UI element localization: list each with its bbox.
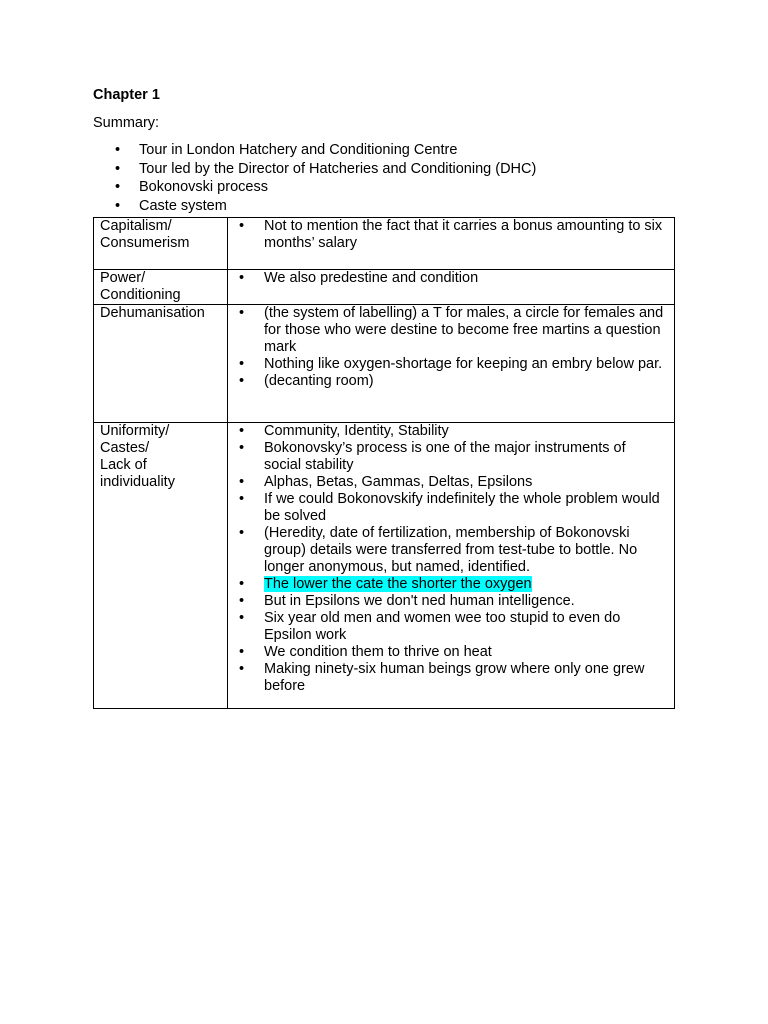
themes-table	[93, 217, 675, 709]
table-row	[94, 305, 675, 423]
quote-item: • Alphas, Betas, Gammas, Deltas, Epsilons	[228, 474, 664, 491]
quote-list	[228, 423, 664, 695]
theme-label: Capitalism/ Consumerism	[100, 218, 190, 251]
document-page	[93, 87, 675, 709]
quote-item: • We condition them to thrive on heat	[228, 644, 664, 661]
quote-item: • Making ninety-six human beings grow where only one grew before	[228, 661, 664, 695]
quote-item: • Six year old men and women wee too stupid to even do Epsilon work	[228, 610, 664, 644]
quote-list	[228, 305, 664, 390]
quote-item: • (decanting room)	[228, 373, 664, 390]
theme-label: Dehumanisation	[100, 305, 205, 321]
summary-item: • Caste system	[93, 198, 675, 217]
chapter-title: Chapter 1	[93, 87, 160, 103]
quote-item: • But in Epsilons we don't ned human intelligence.	[228, 593, 664, 610]
summary-list	[93, 142, 675, 216]
table-row	[94, 270, 675, 305]
highlighted-text: The lower the cate the shorter the oxygen	[264, 576, 532, 592]
quote-item: • Community, Identity, Stability	[228, 423, 664, 440]
theme-label: Uniformity/ Castes/ Lack of individuality	[100, 423, 175, 490]
summary-item: • Tour led by the Director of Hatcheries and Conditioning (DHC)	[93, 161, 675, 180]
table-row	[94, 218, 675, 270]
theme-label: Power/ Conditioning	[100, 270, 181, 303]
quote-item: • Bokonovsky’s process is one of the major instruments of social stability	[228, 440, 664, 474]
quote-item: • (Heredity, date of fertilization, membership of Bokonovski group) details were transferred from test-tube to bottle. No longer anonymous, but named, identified.	[228, 525, 664, 576]
quote-list	[228, 270, 664, 287]
summary-item: • Tour in London Hatchery and Conditioning Centre	[93, 142, 675, 161]
table-row	[94, 423, 675, 709]
quote-item: • We also predestine and condition	[228, 270, 664, 287]
quote-item: • (the system of labelling) a T for males, a circle for females and for those who were destine to become free martins a question mark	[228, 305, 664, 356]
summary-label: Summary:	[93, 115, 160, 131]
quote-item: • If we could Bokonovskify indefinitely the whole problem would be solved	[228, 491, 664, 525]
quote-item: • Nothing like oxygen-shortage for keeping an embry below par.	[228, 356, 664, 373]
quote-item-highlighted	[228, 576, 664, 593]
quote-list	[228, 218, 664, 252]
summary-item: • Bokonovski process	[93, 179, 675, 198]
quote-item: • Not to mention the fact that it carries a bonus amounting to six months’ salary	[228, 218, 664, 252]
